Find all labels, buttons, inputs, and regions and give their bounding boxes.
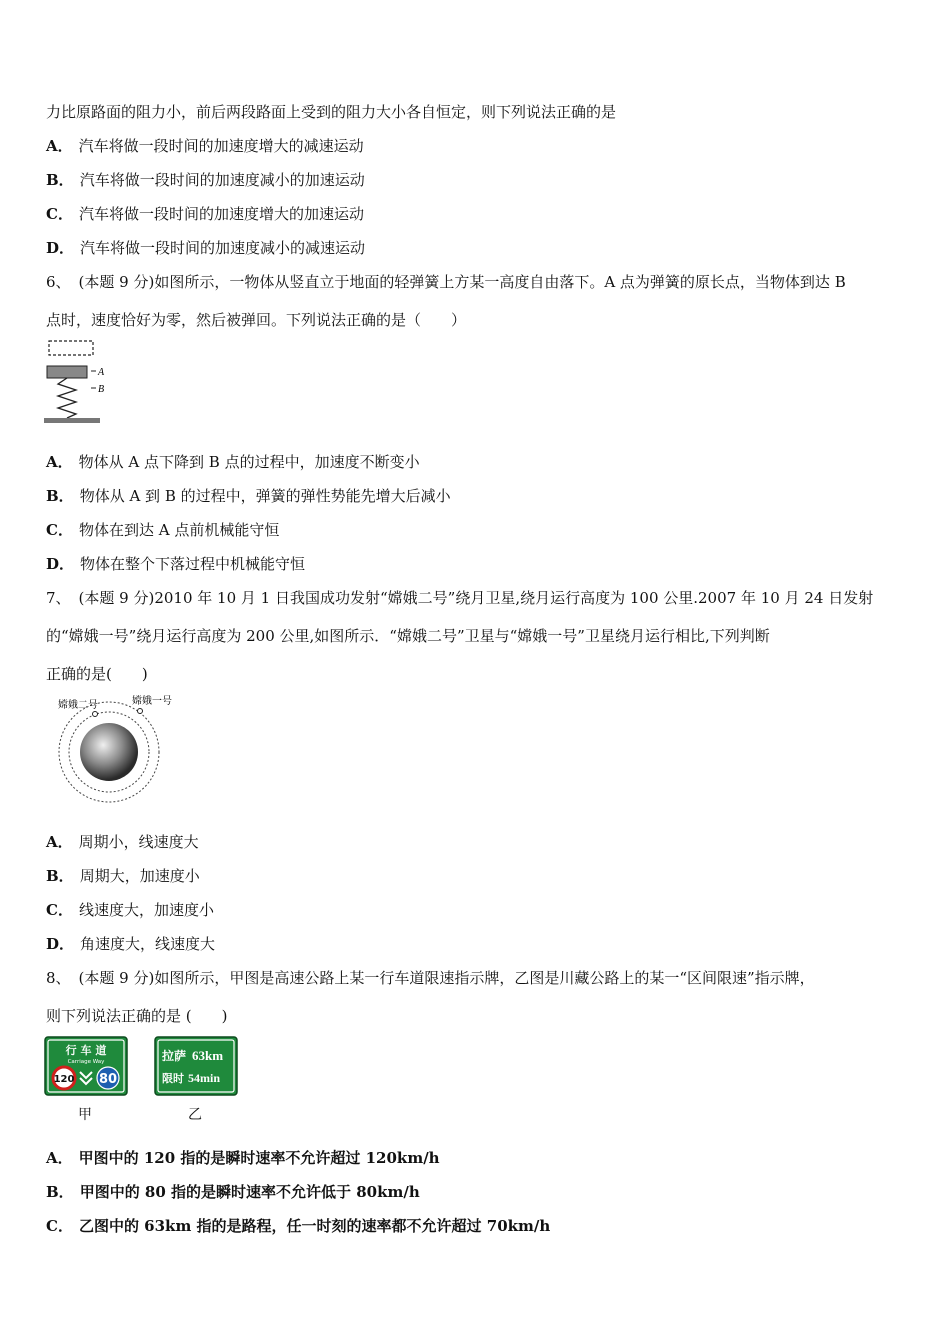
satellite-chang-e-2 — [93, 712, 98, 717]
option-key: B． — [46, 1183, 74, 1201]
q6-option-c[interactable] — [46, 520, 279, 540]
moon — [80, 723, 138, 781]
label-chang-e-2: 嫦娥二号 — [58, 700, 98, 711]
option-key: D． — [46, 555, 75, 573]
sign-interval-speed — [154, 1036, 238, 1098]
option-text: 汽车将做一段时间的加速度减小的加速运动 — [79, 171, 365, 189]
falling-block-outline — [49, 341, 93, 355]
option-text: 物体从 A 点下降到 B 点的过程中，加速度不断变小 — [78, 453, 420, 471]
q8-stem-line1 — [46, 968, 815, 988]
q7-stem-text: (本题 9 分)2010 年 10 月 1 日我国成功发射“嫦娥二号”绕月卫星,绕月运行高度为 100 公里.2007 年 10 月 24 日发射 — [78, 589, 874, 607]
q8-stem-line2: 则下列说法正确的是 ( ) — [46, 1007, 228, 1025]
q6-stem-line1 — [46, 272, 846, 292]
option-text: 线速度大，加速度小 — [78, 901, 214, 919]
sign-yi-time-label: 限时 — [162, 1072, 184, 1085]
q8-option-a[interactable] — [46, 1148, 440, 1168]
sign-carriage-way — [44, 1036, 128, 1098]
q6-stem-text: (本题 9 分)如图所示，一物体从竖直立于地面的轻弹簧上方某一高度自由落下。A 点为弹簧的原长点，当物体到达 B — [78, 273, 846, 291]
option-key: A． — [46, 833, 73, 851]
sign-yi-destination: 拉萨 — [162, 1049, 187, 1063]
option-text: 角速度大，线速度大 — [80, 935, 216, 953]
q7-option-d[interactable] — [46, 934, 215, 954]
q5-option-c[interactable] — [46, 204, 364, 224]
q7-stem-line3: 正确的是( ) — [46, 665, 148, 683]
q6-option-a[interactable] — [46, 452, 420, 472]
option-text: 汽车将做一段时间的加速度增大的减速运动 — [78, 137, 364, 155]
option-key: C． — [46, 1217, 73, 1235]
option-text: 物体在到达 A 点前机械能守恒 — [78, 521, 280, 539]
sign-yi-time-value: 54min — [188, 1071, 221, 1085]
question-number: 6、 — [46, 273, 71, 291]
q7-option-b[interactable] — [46, 866, 200, 886]
option-key: D． — [46, 239, 75, 257]
sign-yi-background — [155, 1037, 237, 1095]
min-speed-value: 80 — [98, 1072, 118, 1087]
q5-stem-continuation: 力比原路面的阻力小，前后两段路面上受到的阻力大小各自恒定，则下列说法正确的是 — [46, 103, 617, 121]
label-a: A — [98, 367, 105, 378]
option-key: B． — [46, 487, 74, 505]
option-text: 周期小，线速度大 — [78, 833, 199, 851]
option-key: B． — [46, 171, 74, 189]
option-text: 汽车将做一段时间的加速度减小的减速运动 — [80, 239, 366, 257]
satellite-chang-e-1 — [138, 709, 143, 714]
option-key: D． — [46, 935, 75, 953]
q5-option-b[interactable] — [46, 170, 365, 190]
sign-yi-distance: 63km — [192, 1048, 224, 1063]
ground — [44, 418, 100, 423]
spring-plate — [47, 366, 87, 378]
moon-orbit-figure — [52, 690, 182, 805]
q5-option-d[interactable] — [46, 238, 365, 258]
question-number: 8、 — [46, 969, 71, 987]
option-key: A． — [46, 453, 73, 471]
q6-stem-line2: 点时，速度恰好为零，然后被弹回。下列说法正确的是（ ） — [46, 311, 467, 329]
option-text: 周期大，加速度小 — [79, 867, 200, 885]
sign-jia-title: 行 车 道 — [65, 1044, 107, 1057]
q6-option-d[interactable] — [46, 554, 305, 574]
q8-option-c[interactable] — [46, 1216, 550, 1236]
q5-option-a[interactable] — [46, 136, 364, 156]
option-text: 甲图中的 120 指的是瞬时速率不允许超过 120km/h — [78, 1149, 440, 1167]
label-b: B — [98, 384, 105, 395]
spring-figure — [44, 338, 124, 428]
q8-stem-text: (本题 9 分)如图所示，甲图是高速公路上某一行车道限速指示牌，乙图是川藏公路上的某一“区间限速”指示牌， — [78, 969, 815, 987]
sign-jia-subtitle: Carriage Way — [67, 1059, 105, 1065]
q8-option-b[interactable] — [46, 1182, 420, 1202]
sign-yi-caption: 乙 — [188, 1107, 202, 1123]
option-key: C． — [46, 205, 73, 223]
spring-coil — [58, 378, 76, 418]
max-speed-value: 120 — [53, 1074, 75, 1085]
option-key: A． — [46, 137, 73, 155]
label-chang-e-1: 嫦娥一号 — [132, 696, 172, 707]
option-key: C． — [46, 901, 73, 919]
q7-stem-line1 — [46, 588, 873, 608]
q7-stem-line2: 的“嫦娥一号”绕月运行高度为 200 公里,如图所示．“嫦娥二号”卫星与“嫦娥一号”卫星绕月运行相比,下列判断 — [46, 627, 770, 645]
option-text: 物体在整个下落过程中机械能守恒 — [80, 555, 306, 573]
option-text: 汽车将做一段时间的加速度增大的加速运动 — [78, 205, 364, 223]
q6-option-b[interactable] — [46, 486, 451, 506]
option-text: 乙图中的 63km 指的是路程，任一时刻的速率都不允许超过 70km/h — [78, 1217, 551, 1235]
option-text: 物体从 A 到 B 的过程中，弹簧的弹性势能先增大后减小 — [79, 487, 451, 505]
option-key: C． — [46, 521, 73, 539]
q7-option-c[interactable] — [46, 900, 214, 920]
sign-jia-caption: 甲 — [78, 1107, 92, 1123]
question-number: 7、 — [46, 589, 71, 607]
option-key: B． — [46, 867, 74, 885]
option-text: 甲图中的 80 指的是瞬时速率不允许低于 80km/h — [79, 1183, 420, 1201]
option-key: A． — [46, 1149, 73, 1167]
q7-option-a[interactable] — [46, 832, 199, 852]
